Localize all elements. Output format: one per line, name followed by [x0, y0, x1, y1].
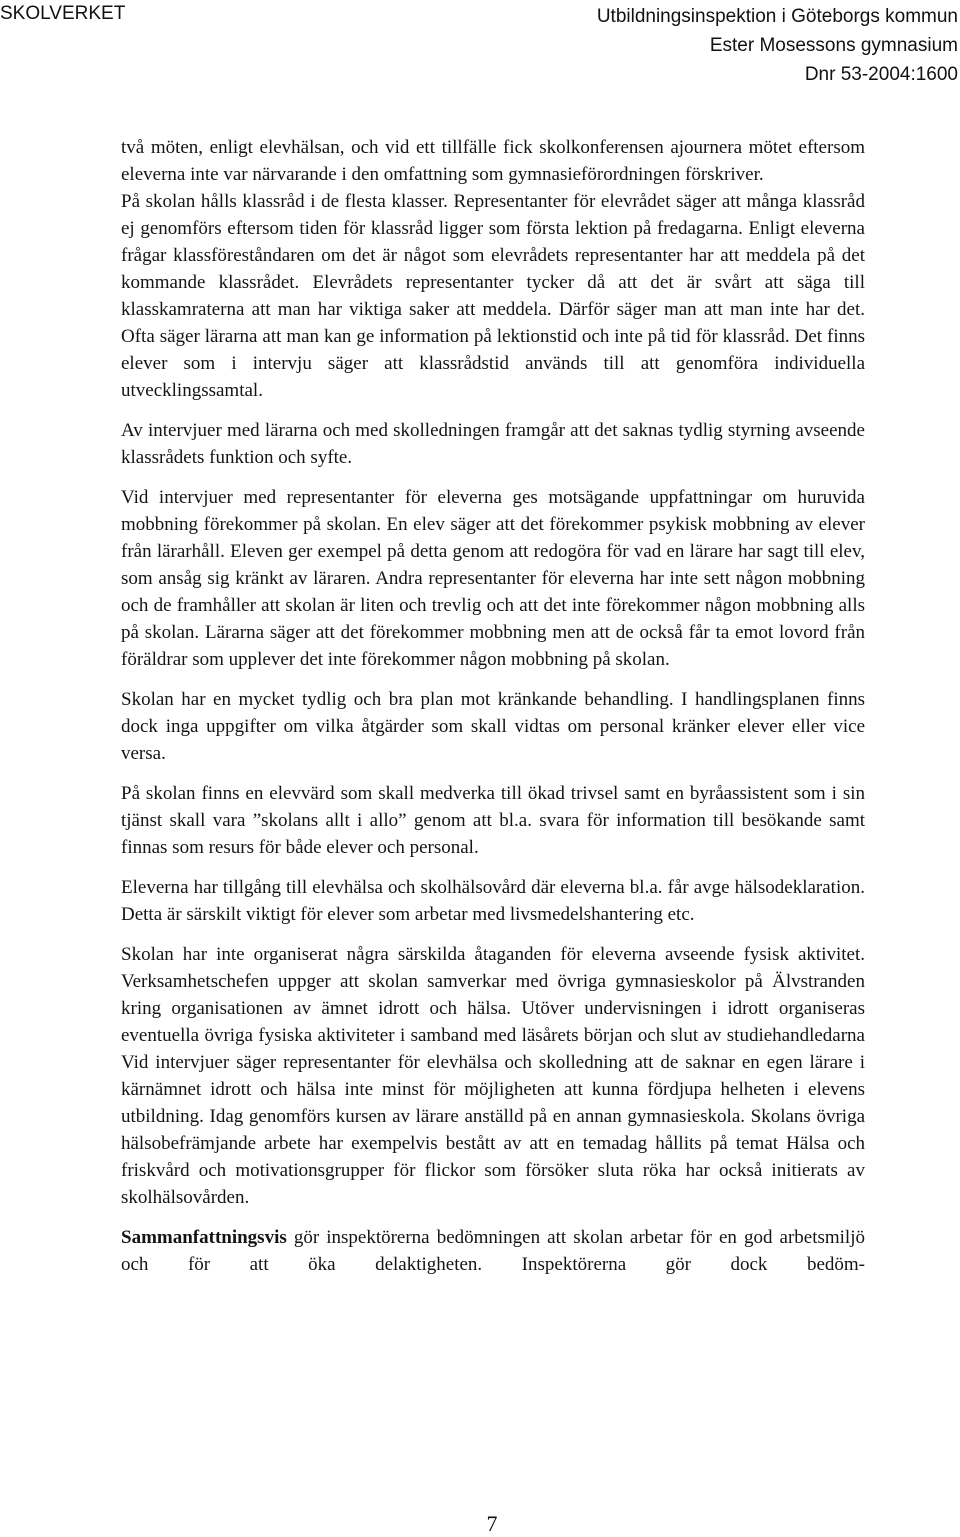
paragraph-student-host: På skolan finns en elevvärd som skall medverka till ökad trivsel samt en byråassistent som i sin tjänst skall vara ”skolans allt i allo” genom att bl.a. svara för information till besökande samt finnas som resurs för både elever och personal.: [121, 783, 865, 858]
paragraph-class-council: På skolan hålls klassråd i de flesta klasser. Representanter för elevrådet säger att många klassråd ej genomförs eftersom tiden för klassråd ligger som första lektion på fredagarna. Enligt eleverna frågar klassföreståndaren om det är något som elevrådets representanter har att meddela på det kommande klassrådet. Elevrådets representanter tycker då att det är svårt att säga till klasskamraterna att man har viktiga saker att meddela. Därför säger man att man inte har det. Ofta säger lärarna att man kan ge information på lektionstid och inte på tid för klassråd. Det finns elever som i intervju säger att klassrådstid används till att genomföra individuella utvecklingssamtal.: [121, 191, 865, 401]
header-inspection-title: Utbildningsinspektion i Göteborgs kommun: [596, 6, 958, 27]
paragraph-physical-activity: Skolan har inte organiserat några särskilda åtaganden för eleverna avseende fysisk aktivitet. Verksamhetschefen uppger att skolan samverkar med övriga gymnasieskolor på Älvstranden kring organisationen av ämnet idrott och hälsa. Utöver undervisningen i idrott organiseras eventuella övriga fysiska aktiviteter i samband med läsårets början och slut av studiehandledarna Vid intervjuer säger representanter för elevhälsa och skolledning att de saknar en egen lärare i kärnämnet idrott och hälsa inte minst för möjligheten att kunna fördjupa helheten i elevens utbildning. Idag genomförs kursen av lärare anställd på en annan gymnasieskola. Skolans övriga hälsobefrämjande arbete har exempelvis bestått av att en temadag hållits på temat Hälsa och friskvård och motivationsgrupper för flickor som försöker sluta röka har också initierats av skolhälsovården.: [121, 944, 865, 1208]
paragraph-bullying: Vid intervjuer med representanter för eleverna ges motsägande uppfattningar om huruvida mobbning förekommer på skolan. En elev säger att det förekommer psykisk mobbning av elever från lärarhåll. Eleven ger exempel på detta genom att redogöra för vad en lärare har sagt till elev, som ansåg sig kränkt av läraren. Andra representanter för eleverna har inte sett någon mobbning och de framhåller att skolan är liten och trevlig och att det inte förekommer någon mobbning alls på skolan. Lärarna säger att det förekommer mobbning men att de också får ta emot lovord från föräldrar som upplever det inte förekommer någon mobbning på skolan.: [121, 487, 865, 670]
page-number: 7: [486, 1511, 498, 1536]
document-body: [121, 134, 865, 1278]
header-document-info: [597, 2, 958, 89]
paragraph-harassment-plan: Skolan har en mycket tydlig och bra plan mot kränkande behandling. I handlingsplanen finns dock inga uppgifter om vilka åtgärder som skall vidtas om personal kränker elever eller vice versa.: [121, 689, 865, 764]
paragraph-student-health: Eleverna har tillgång till elevhälsa och skolhälsovård där eleverna bl.a. får avge hälsodeklaration. Detta är särskilt viktigt för elever som arbetar med livsmedelshantering etc.: [121, 877, 865, 925]
header-organization: SKOLVERKET: [0, 3, 126, 24]
header-registration-number: Dnr 53-2004:1600: [804, 64, 958, 85]
paragraph-summary: [121, 1224, 865, 1278]
header-school-name: Ester Mosessons gymnasium: [709, 35, 958, 56]
summary-lead-word: Sammanfattningsvis: [121, 1227, 287, 1248]
summary-text: gör inspektörerna bedömningen att skolan arbetar för en god arbetsmiljö och för att öka delaktigheten. Inspektörerna gör dock bedöm-: [121, 1227, 865, 1275]
paragraph-class-council-steering: Av intervjuer med lärarna och med skolledningen framgår att det saknas tydlig styrning avseende klassrådets funktion och syfte.: [121, 420, 865, 468]
paragraph-school-conference: två möten, enligt elevhälsan, och vid ett tillfälle fick skolkonferensen ajournera mötet eftersom eleverna inte var närvarande i den omfattning som gymnasieförordningen förskriver.: [121, 137, 865, 185]
